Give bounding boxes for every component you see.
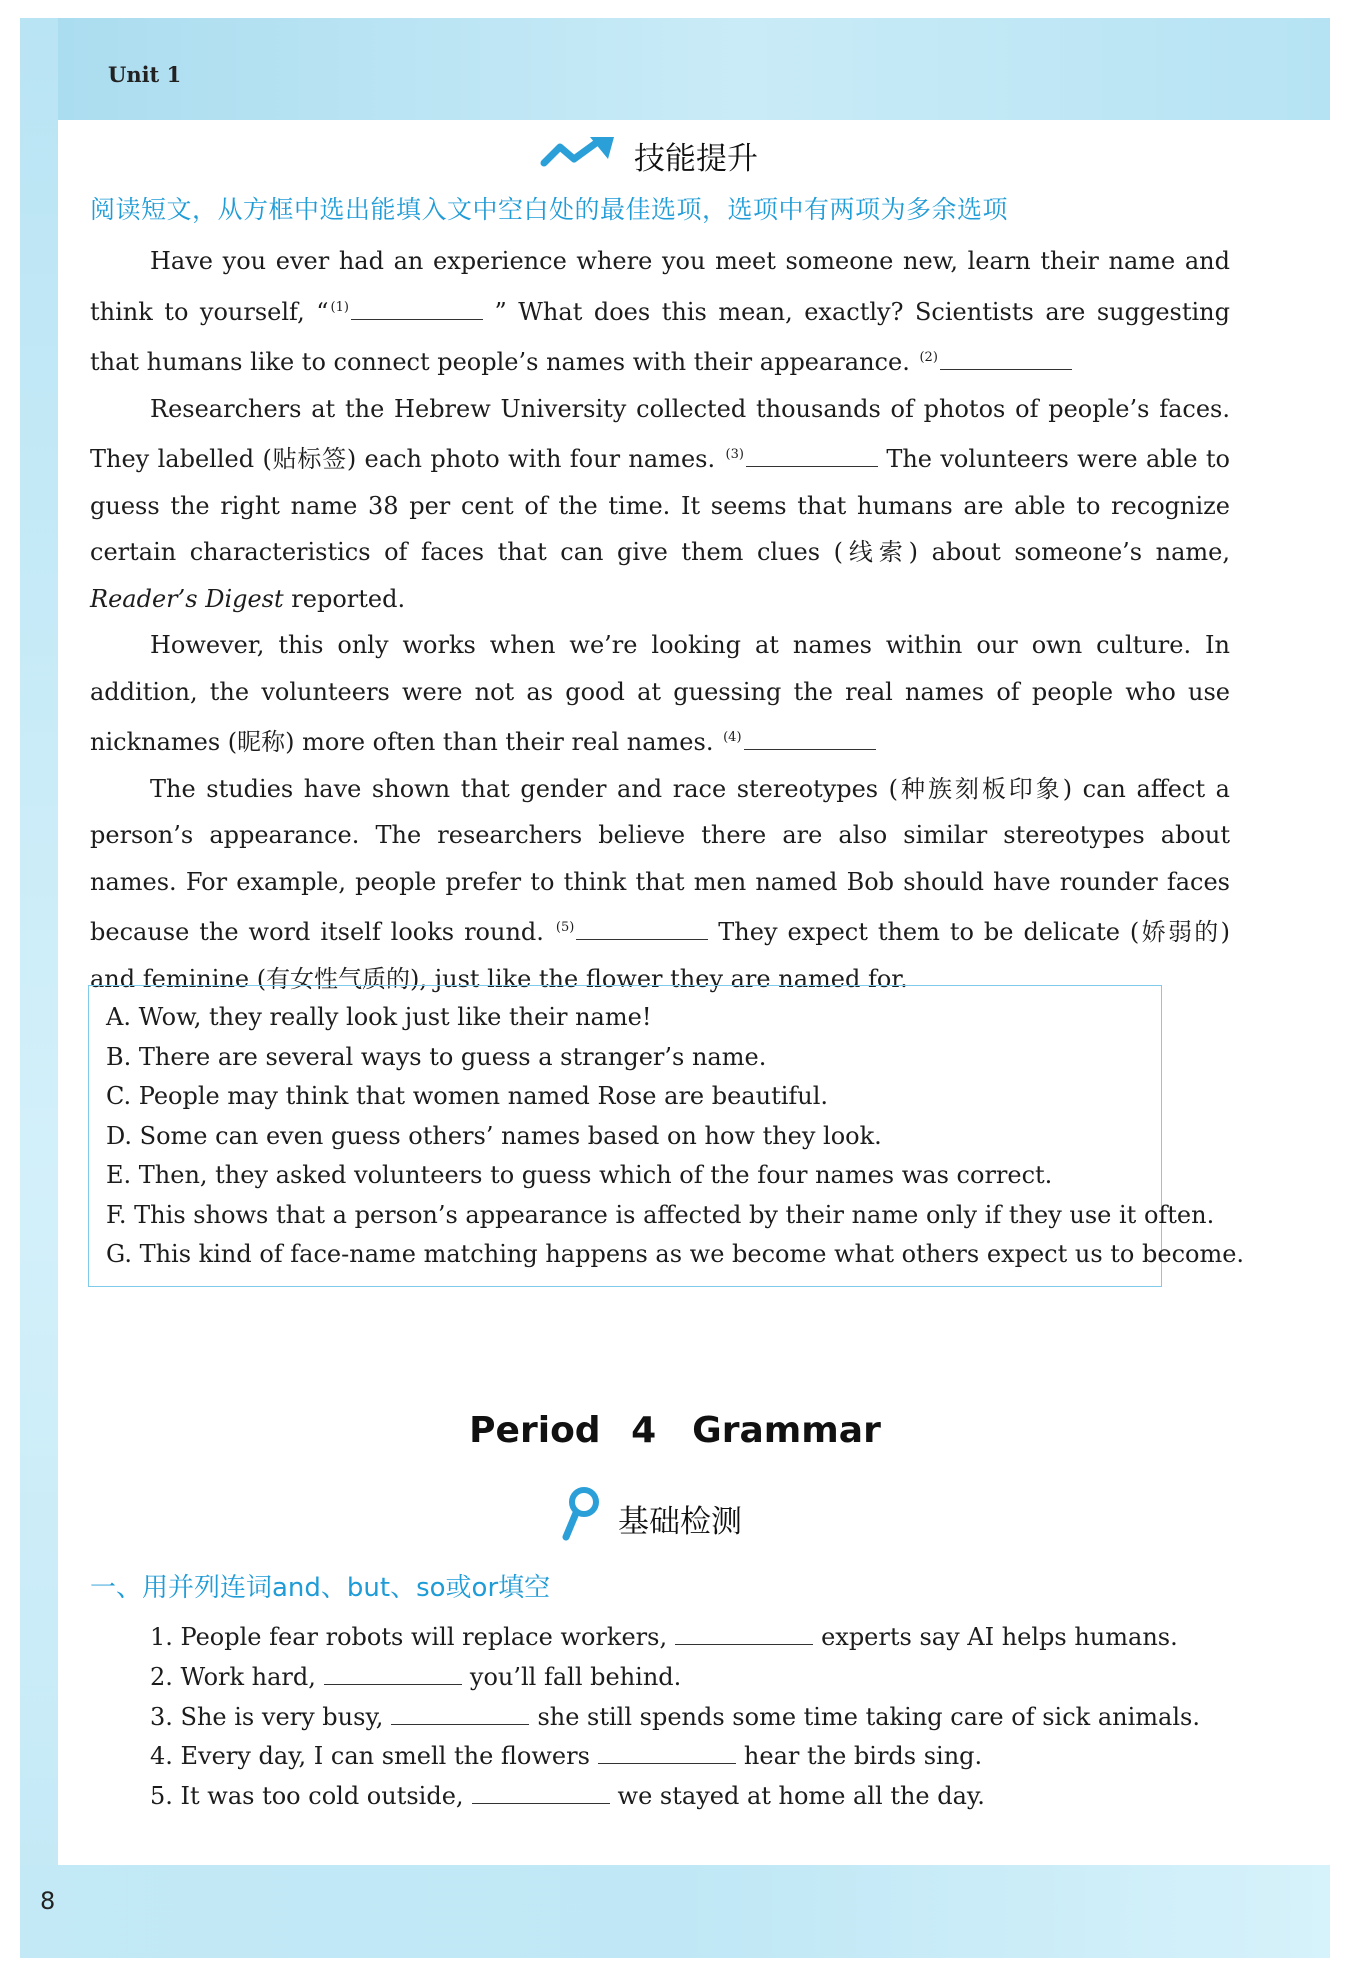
- reading-instruction: 阅读短文，从方框中选出能填入文中空白处的最佳选项，选项中有两项为多余选项: [90, 195, 1009, 224]
- answer-blank[interactable]: [391, 1702, 529, 1725]
- answer-blank[interactable]: [744, 727, 876, 750]
- grammar-instruction: 一、用并列连词and、but、so或or填空: [90, 1573, 551, 1603]
- passage-paragraph: Have you ever had an experience where you meet someone new, learn their name and think to yourself, “ $^{(1)}$ ” What does this mean, exactly? Scientists are suggesting that humans like to connect people’s names with their appearance. $^{(2)}$: [90, 247, 1230, 376]
- answer-blank[interactable]: [675, 1622, 813, 1645]
- answer-blank[interactable]: [472, 1781, 610, 1804]
- trend-arrow-icon: [540, 135, 620, 177]
- question-number: (4): [723, 730, 742, 745]
- magnifier-icon: [560, 1485, 604, 1551]
- page-number: 8: [40, 1887, 56, 1915]
- option-f[interactable]: F. This shows that a person’s appearance is affected by their name only if they use it often.: [106, 1200, 1215, 1229]
- list-item: 5. It was too cold outside, we stayed at home all the day.: [150, 1782, 985, 1811]
- basic-check-title: 基础检测: [618, 1503, 742, 1540]
- options-box: [88, 985, 1245, 1287]
- option-d[interactable]: D. Some can even guess others’ names based on how they look.: [106, 1121, 882, 1150]
- passage-paragraph: The studies have shown that gender and race stereotypes (种族刻板印象) can affect a person’s appearance. The researchers believe there are also similar stereotypes about names. For example, people prefer to think that men named Bob should have rounder faces because the word itself looks round. $^{(5)}$ They expect them to be delicate (娇弱的) and feminine (有女性气质的), just like the flower they are named for.: [90, 774, 1230, 993]
- period-title: Period 4 Grammar: [469, 1410, 881, 1451]
- exercise-list: [150, 1618, 1200, 1817]
- page-frame-bottom: [20, 1865, 1330, 1958]
- option-a[interactable]: A. Wow, they really look just like their name!: [106, 1003, 652, 1031]
- list-item: 3. She is very busy, she still spends some time taking care of sick animals.: [150, 1702, 1200, 1731]
- list-item: 4. Every day, I can smell the flowers hear the birds sing.: [150, 1742, 983, 1771]
- option-c[interactable]: C. People may think that women named Rose are beautiful.: [106, 1082, 829, 1110]
- question-number: (2): [919, 350, 938, 365]
- page-frame-left: [20, 18, 58, 1958]
- passage-paragraph: However, this only works when we’re looking at names within our own culture. In addition, the volunteers were not as good at guessing the real names of people who use nicknames (昵称) more often than their real names. $^{(4)}$: [90, 631, 1230, 756]
- unit-label: Unit 1: [108, 62, 182, 87]
- skills-heading: [540, 133, 758, 178]
- source-title: Reader’s Digest: [90, 584, 284, 613]
- option-g[interactable]: G. This kind of face-name matching happens as we become what others expect us to become.: [106, 1240, 1245, 1268]
- option-b[interactable]: B. There are several ways to guess a stranger’s name.: [106, 1042, 767, 1071]
- page-frame-top: [20, 18, 1330, 120]
- skills-title: 技能提升: [634, 141, 758, 177]
- answer-blank[interactable]: [940, 347, 1072, 370]
- basic-check-heading: [560, 1485, 742, 1551]
- answer-blank[interactable]: [746, 444, 878, 467]
- passage-paragraph: Researchers at the Hebrew University collected thousands of photos of people’s faces. They labelled (贴标签) each photo with four names. $^{(3)}$ The volunteers were able to guess the right name 38 per cent of the time. It seems that humans are able to recognize certain characteristics of faces that can give them clues (线索) about someone’s name, Reader’s Digest reported.: [90, 394, 1230, 613]
- answer-blank[interactable]: [576, 917, 708, 940]
- answer-blank[interactable]: [324, 1662, 462, 1685]
- answer-blank[interactable]: [351, 297, 483, 320]
- answer-blank[interactable]: [598, 1741, 736, 1764]
- reading-passage: [90, 238, 1230, 1002]
- option-e[interactable]: E. Then, they asked volunteers to guess which of the four names was correct.: [106, 1161, 1053, 1189]
- question-number: (1): [330, 299, 349, 315]
- list-item: 1. People fear robots will replace workers, experts say AI helps humans.: [150, 1623, 1178, 1651]
- question-number: (5): [555, 920, 575, 935]
- list-item: 2. Work hard, you’ll fall behind.: [150, 1662, 682, 1691]
- question-number: (3): [725, 447, 744, 462]
